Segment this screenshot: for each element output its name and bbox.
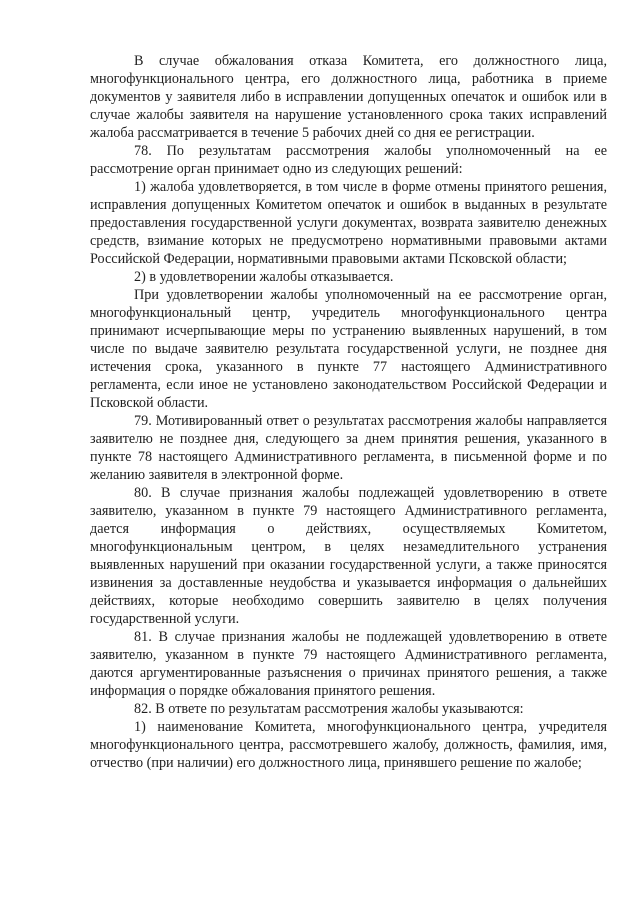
paragraph-80: 80. В случае признания жалобы подлежащей удовлетворению в ответе заявителю, указанном в пункте 79 настоящего Административного регламента, дается информация о действиях, осуществляемых Комитетом, многофункциональным центром, в целях незамедлительного устранения выявленных нарушений при оказании государственной услуги, а также приносятся извинения за доставленные неудобства и указывается информация о дальнейших действиях, которые необходимо совершить заявителю в целях получения государственной услуги. (90, 485, 607, 627)
paragraph-82: 82. В ответе по результатам рассмотрения жалобы указываются: (134, 701, 524, 717)
paragraph-satisfaction-measures: При удовлетворении жалобы уполномоченный на ее рассмотрение орган, многофункциональный центр, учредитель многофункционального центра принимают исчерпывающие меры по устранению выявленных нарушений, в том числе по выдаче заявителю результата государственной услуги, не позднее дня истечения срока, указанного в пункте 77 настоящего Административного регламента, если иное не установлено законодательством Российской Федерации и Псковской области. (90, 287, 607, 411)
paragraph-79: 79. Мотивированный ответ о результатах рассмотрения жалобы направляется заявителю не позднее дня, следующего за днем принятия решения, указанного в пункте 78 настоящего Административного регламента, в письменной форме и по желанию заявителя в электронной форме. (90, 413, 607, 483)
paragraph-appeal-refusal: В случае обжалования отказа Комитета, его должностного лица, многофункционального центра, его должностного лица, работника в приеме документов у заявителя либо в исправлении допущенных опечаток и ошибок или в случае жалобы заявителя на нарушение установленного срока таких исправлений жалоба рассматривается в течение 5 рабочих дней со дня ее регистрации. (90, 53, 607, 141)
paragraph-78-item-2: 2) в удовлетворении жалобы отказывается. (134, 269, 394, 285)
paragraph-81: 81. В случае признания жалобы не подлежащей удовлетворению в ответе заявителю, указанном в пункте 79 настоящего Административного регламента, даются аргументированные разъяснения о причинах принятого решения, а также информация о порядке обжалования принятого решения. (90, 629, 607, 699)
paragraph-78: 78. По результатам рассмотрения жалобы уполномоченный на ее рассмотрение орган принимает одно из следующих решений: (90, 143, 607, 177)
document-body (90, 52, 607, 772)
paragraph-78-item-1: 1) жалоба удовлетворяется, в том числе в форме отмены принятого решения, исправления допущенных Комитетом опечаток и ошибок в выданных в результате предоставления государственной услуги документах, возврата заявителю денежных средств, взимание которых не предусмотрено нормативными правовыми актами Российской Федерации, нормативными правовыми актами Псковской области; (90, 179, 607, 267)
paragraph-82-item-1: 1) наименование Комитета, многофункционального центра, учредителя многофункционального центра, рассмотревшего жалобу, должность, фамилия, имя, отчество (при наличии) его должностного лица, принявшего решение по жалобе; (90, 719, 607, 771)
